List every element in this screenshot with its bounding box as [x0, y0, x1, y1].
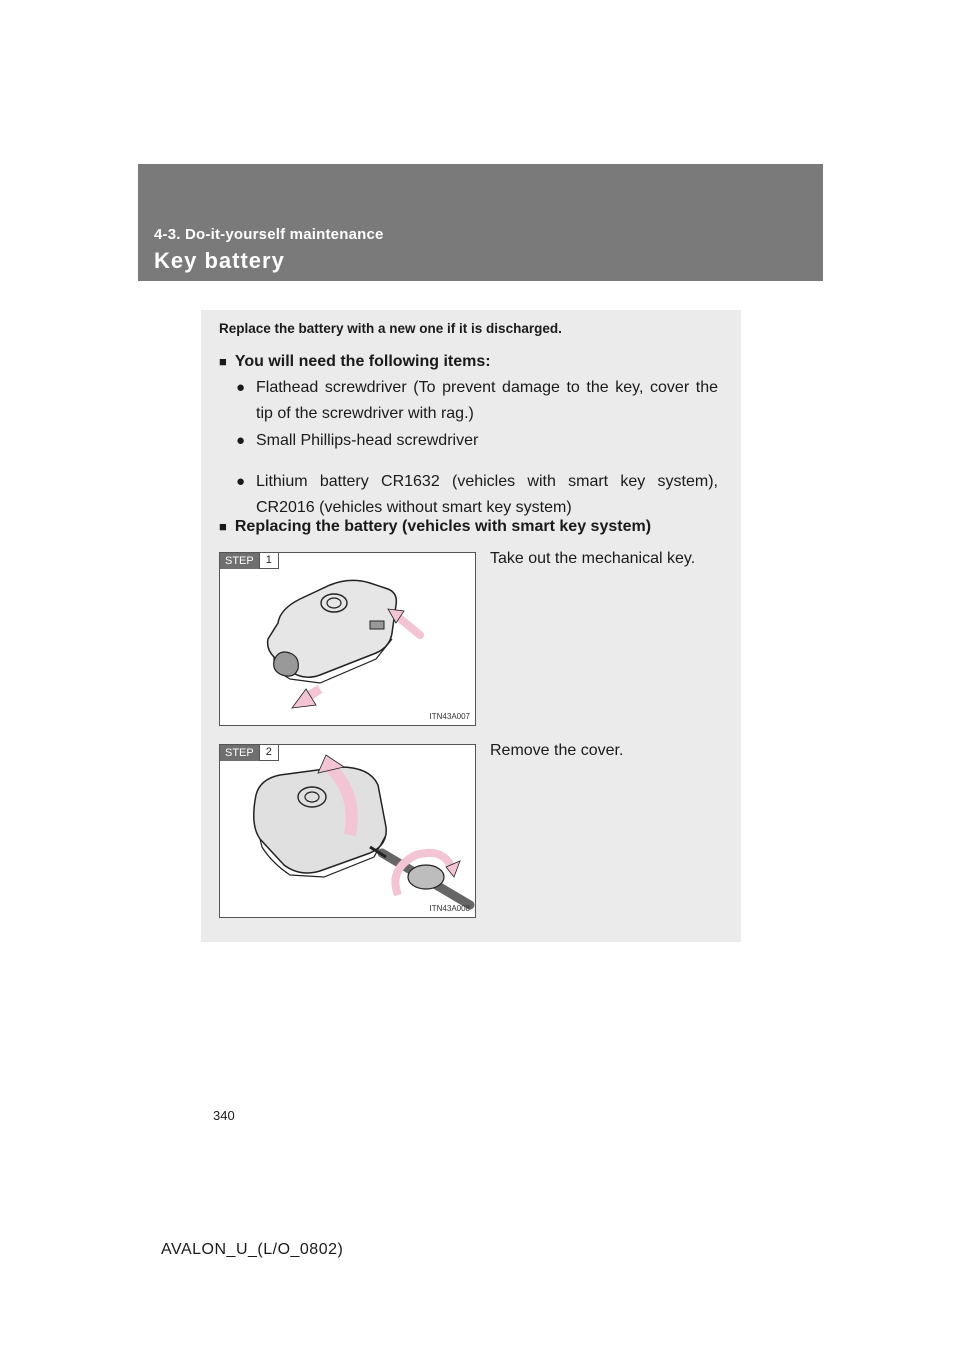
- page-header: [138, 164, 823, 281]
- list-item-text: Lithium battery CR1632 (vehicles with smart key system), CR2016 (vehicles without smart key system): [256, 473, 718, 516]
- square-bullet-icon: ■: [219, 519, 227, 534]
- step-badge: [220, 745, 279, 761]
- step-2-figure: [219, 744, 476, 918]
- step-number: 1: [259, 553, 279, 569]
- content-panel: [201, 310, 741, 942]
- step-number: 2: [259, 745, 279, 761]
- replace-heading: [219, 518, 651, 536]
- round-bullet-icon: ●: [236, 379, 246, 396]
- figure-code: ITN43A007: [429, 712, 470, 721]
- step-2-text: Remove the cover.: [490, 742, 624, 759]
- replace-heading-text: Replacing the battery (vehicles with smart key system): [234, 518, 652, 535]
- page-number: 340: [213, 1108, 235, 1123]
- step-1-text: Take out the mechanical key.: [490, 550, 696, 567]
- document-code: AVALON_U_(L/O_0802): [161, 1241, 344, 1258]
- list-item: [236, 428, 718, 454]
- list-item: [236, 375, 718, 427]
- list-item-text: Small Phillips-head screwdriver: [256, 432, 479, 449]
- section-label: 4-3. Do-it-yourself maintenance: [154, 226, 384, 243]
- step-label: STEP: [220, 745, 259, 761]
- smart-key-remove-cover-illustration: [220, 745, 475, 917]
- smart-key-remove-mechanical-key-illustration: [220, 553, 475, 725]
- page-title: Key battery: [154, 248, 285, 273]
- round-bullet-icon: ●: [236, 432, 246, 449]
- intro-text: Replace the battery with a new one if it is discharged.: [219, 321, 562, 336]
- round-bullet-icon: ●: [236, 473, 246, 490]
- list-item-text: Flathead screwdriver (To prevent damage to the key, cover the tip of the screwdriver with rag.): [256, 379, 718, 422]
- figure-code: ITN43A008: [429, 904, 470, 913]
- step-badge: [220, 553, 279, 569]
- step-label: STEP: [220, 553, 259, 569]
- items-heading-text: You will need the following items:: [234, 353, 491, 370]
- step-1-figure: [219, 552, 476, 726]
- square-bullet-icon: ■: [219, 354, 227, 369]
- items-heading: [219, 353, 491, 371]
- list-item: [236, 469, 718, 521]
